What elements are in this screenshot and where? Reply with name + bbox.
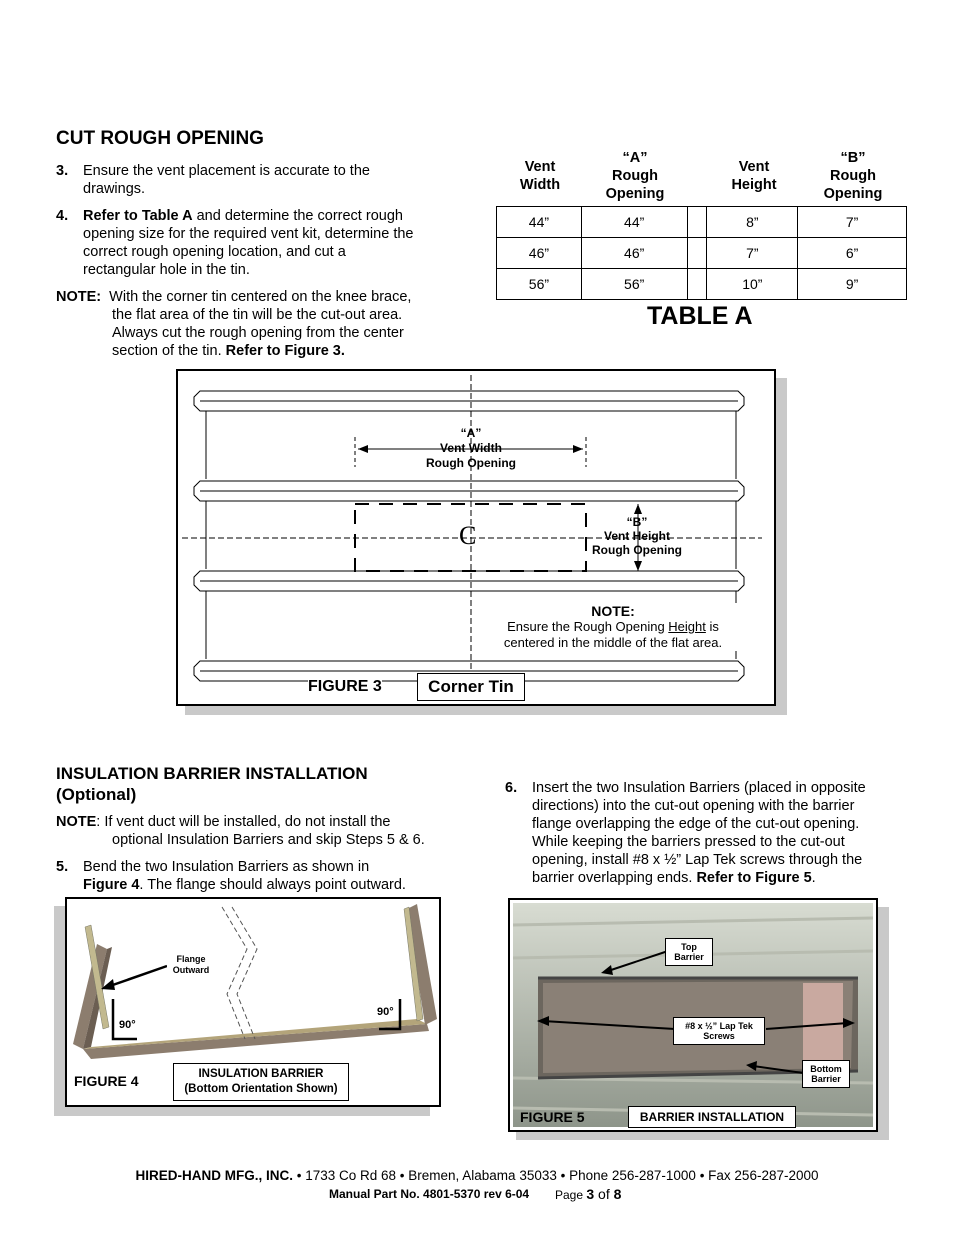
dimension-a-label bbox=[391, 426, 551, 471]
label-line: Vent Height bbox=[603, 529, 670, 543]
label-line: Rough Opening bbox=[592, 543, 682, 557]
step-4 bbox=[56, 207, 456, 283]
figure-4-frame bbox=[65, 897, 441, 1107]
label-line: Bottom bbox=[810, 1064, 842, 1074]
step-text: Ensure the vent placement is accurate to the bbox=[83, 163, 370, 179]
figure-4-label: FIGURE 4 bbox=[74, 1073, 139, 1089]
step-text: directions) into the cut-out opening with the barrier bbox=[532, 798, 855, 814]
section-title-insulation-barrier bbox=[56, 763, 368, 805]
page-number bbox=[555, 1186, 621, 1202]
figure-4-caption bbox=[173, 1063, 349, 1101]
table-row bbox=[497, 238, 907, 269]
photo-illustration bbox=[513, 903, 873, 1127]
figure-3-frame bbox=[176, 369, 776, 706]
label-line: Outward bbox=[172, 965, 210, 975]
caption-line: (Bottom Orientation Shown) bbox=[184, 1083, 338, 1095]
table-spacer-cell bbox=[687, 238, 707, 269]
label-line: “B” bbox=[626, 515, 648, 529]
note-text: optional Insulation Barriers and skip Steps 5 & 6. bbox=[112, 832, 425, 848]
note-text-underlined: Height bbox=[668, 619, 706, 634]
step-text: opening size for the required vent kit, determine the bbox=[83, 226, 414, 242]
step-6 bbox=[505, 779, 905, 889]
footer-address-line bbox=[0, 1168, 954, 1183]
header-line: Opening bbox=[823, 186, 883, 202]
manual-part-number: Manual Part No. 4801-5370 rev 6-04 bbox=[329, 1187, 530, 1201]
note-text: the flat area of the tin will be the cut-out area. bbox=[112, 307, 403, 323]
note-label: NOTE bbox=[56, 814, 97, 830]
figure-5-frame bbox=[508, 898, 878, 1132]
step-number: 6. bbox=[505, 780, 518, 796]
note-text: centered in the middle of the flat area. bbox=[503, 635, 723, 650]
header-line: “B” bbox=[840, 150, 866, 166]
step-3 bbox=[56, 162, 456, 202]
label-line: Barrier bbox=[811, 1074, 841, 1084]
table-a bbox=[496, 206, 907, 300]
note-text: : If vent duct will be installed, do not install the bbox=[96, 814, 391, 830]
bottom-barrier-label bbox=[802, 1060, 850, 1088]
table-header-b-rough-opening bbox=[808, 149, 898, 203]
label-line: Rough Opening bbox=[426, 456, 516, 470]
page-total: 8 bbox=[613, 1186, 622, 1202]
step-number: 5. bbox=[56, 859, 69, 875]
step-5 bbox=[56, 858, 476, 898]
step-text: drawings. bbox=[83, 181, 146, 197]
step-number: 4. bbox=[56, 208, 69, 224]
centerline-symbol: C bbox=[459, 521, 477, 550]
step-text: and determine the correct rough bbox=[192, 208, 403, 224]
table-a-reference: Refer to Table A bbox=[83, 208, 193, 224]
step-number: 3. bbox=[56, 163, 69, 179]
dimension-b-label bbox=[580, 515, 694, 557]
step-text: barrier overlapping ends. bbox=[532, 870, 697, 886]
figure-5-reference: Refer to Figure 5 bbox=[696, 870, 812, 886]
table-header-vent-height bbox=[714, 158, 794, 194]
note-block bbox=[56, 288, 456, 360]
step-text: . bbox=[811, 870, 816, 886]
table-cell: 56” bbox=[497, 269, 582, 300]
figure-3-label: FIGURE 3 bbox=[308, 678, 382, 695]
figure-3-caption: Corner Tin bbox=[417, 673, 525, 701]
barrier-installation-photo bbox=[513, 903, 873, 1127]
step-text: rectangular hole in the tin. bbox=[83, 262, 250, 278]
label-line: #8 x ½” Lap Tek bbox=[685, 1021, 753, 1031]
step-text: Bend the two Insulation Barriers as shown in bbox=[83, 859, 370, 875]
figure-5-caption: BARRIER INSTALLATION bbox=[628, 1106, 796, 1128]
header-line: Vent bbox=[524, 159, 556, 175]
step-text: . The flange should always point outward. bbox=[139, 877, 406, 893]
figure-4-reference: Figure 4 bbox=[83, 877, 140, 893]
label-line: Flange bbox=[176, 954, 206, 964]
step-text: While keeping the barriers pressed to the cut-out bbox=[532, 834, 845, 850]
header-line: “A” bbox=[622, 150, 648, 166]
label-line: Screws bbox=[703, 1031, 735, 1041]
header-line: Rough bbox=[830, 168, 876, 184]
angle-label-right: 90° bbox=[377, 1006, 394, 1018]
table-cell: 8” bbox=[707, 207, 798, 238]
table-a-title: TABLE A bbox=[647, 302, 753, 330]
figure-3-reference: Refer to Figure 3. bbox=[225, 343, 345, 359]
screws-label bbox=[673, 1017, 765, 1045]
table-cell: 6” bbox=[798, 238, 907, 269]
table-cell: 10” bbox=[707, 269, 798, 300]
table-header-a-rough-opening bbox=[590, 149, 680, 203]
header-line: Height bbox=[731, 177, 777, 193]
top-barrier-label bbox=[665, 938, 713, 966]
header-line: Width bbox=[519, 177, 561, 193]
table-spacer-cell bbox=[687, 269, 707, 300]
insulation-note bbox=[56, 813, 476, 849]
company-name: HIRED-HAND MFG., INC. bbox=[135, 1168, 293, 1183]
table-cell: 9” bbox=[798, 269, 907, 300]
label-line: Vent Width bbox=[440, 441, 502, 455]
note-text: With the corner tin centered on the knee brace, bbox=[109, 289, 412, 305]
table-cell: 46” bbox=[497, 238, 582, 269]
caption-line: INSULATION BARRIER bbox=[198, 1068, 324, 1080]
table-row bbox=[497, 269, 907, 300]
note-text: is bbox=[705, 619, 719, 634]
step-text: opening, install #8 x ½” Lap Tek screws through the bbox=[532, 852, 863, 868]
note-title: NOTE: bbox=[591, 603, 635, 619]
step-text: correct rough opening location, and cut a bbox=[83, 244, 346, 260]
figure-3-note bbox=[478, 603, 748, 651]
figure-5-label: FIGURE 5 bbox=[520, 1109, 585, 1125]
table-cell: 56” bbox=[581, 269, 687, 300]
flange-outward-label bbox=[167, 954, 215, 976]
step-text: Insert the two Insulation Barriers (placed in opposite bbox=[532, 780, 866, 796]
table-cell: 7” bbox=[798, 207, 907, 238]
page-current: 3 bbox=[586, 1186, 595, 1202]
label-line: Barrier bbox=[674, 952, 704, 962]
header-line: Rough bbox=[612, 168, 658, 184]
label-line: Top bbox=[681, 942, 697, 952]
note-text: Ensure the Rough Opening bbox=[507, 619, 669, 634]
table-cell: 44” bbox=[581, 207, 687, 238]
company-address: • 1733 Co Rd 68 • Bremen, Alabama 35033 • Phone 256-287-1000 • Fax 256-287-2000 bbox=[292, 1168, 819, 1183]
title-line: INSULATION BARRIER INSTALLATION bbox=[56, 764, 368, 783]
note-text: Always cut the rough opening from the center bbox=[112, 325, 404, 341]
table-cell: 46” bbox=[581, 238, 687, 269]
label-line: “A” bbox=[460, 426, 482, 440]
angle-label-left: 90° bbox=[119, 1019, 136, 1031]
table-spacer-cell bbox=[687, 207, 707, 238]
note-label: NOTE: bbox=[56, 289, 102, 305]
table-cell: 44” bbox=[497, 207, 582, 238]
table-cell: 7” bbox=[707, 238, 798, 269]
page-label: Page bbox=[555, 1188, 587, 1202]
table-header-vent-width bbox=[500, 158, 580, 194]
section-title-cut-rough-opening: CUT ROUGH OPENING bbox=[56, 128, 264, 149]
header-line: Opening bbox=[605, 186, 665, 202]
table-row bbox=[497, 207, 907, 238]
step-text: flange overlapping the edge of the cut-out opening. bbox=[532, 816, 860, 832]
header-line: Vent bbox=[738, 159, 770, 175]
note-text: section of the tin. bbox=[112, 343, 226, 359]
page-of: of bbox=[594, 1186, 614, 1202]
footer-manual-line bbox=[329, 1187, 529, 1201]
title-line: (Optional) bbox=[56, 785, 137, 804]
